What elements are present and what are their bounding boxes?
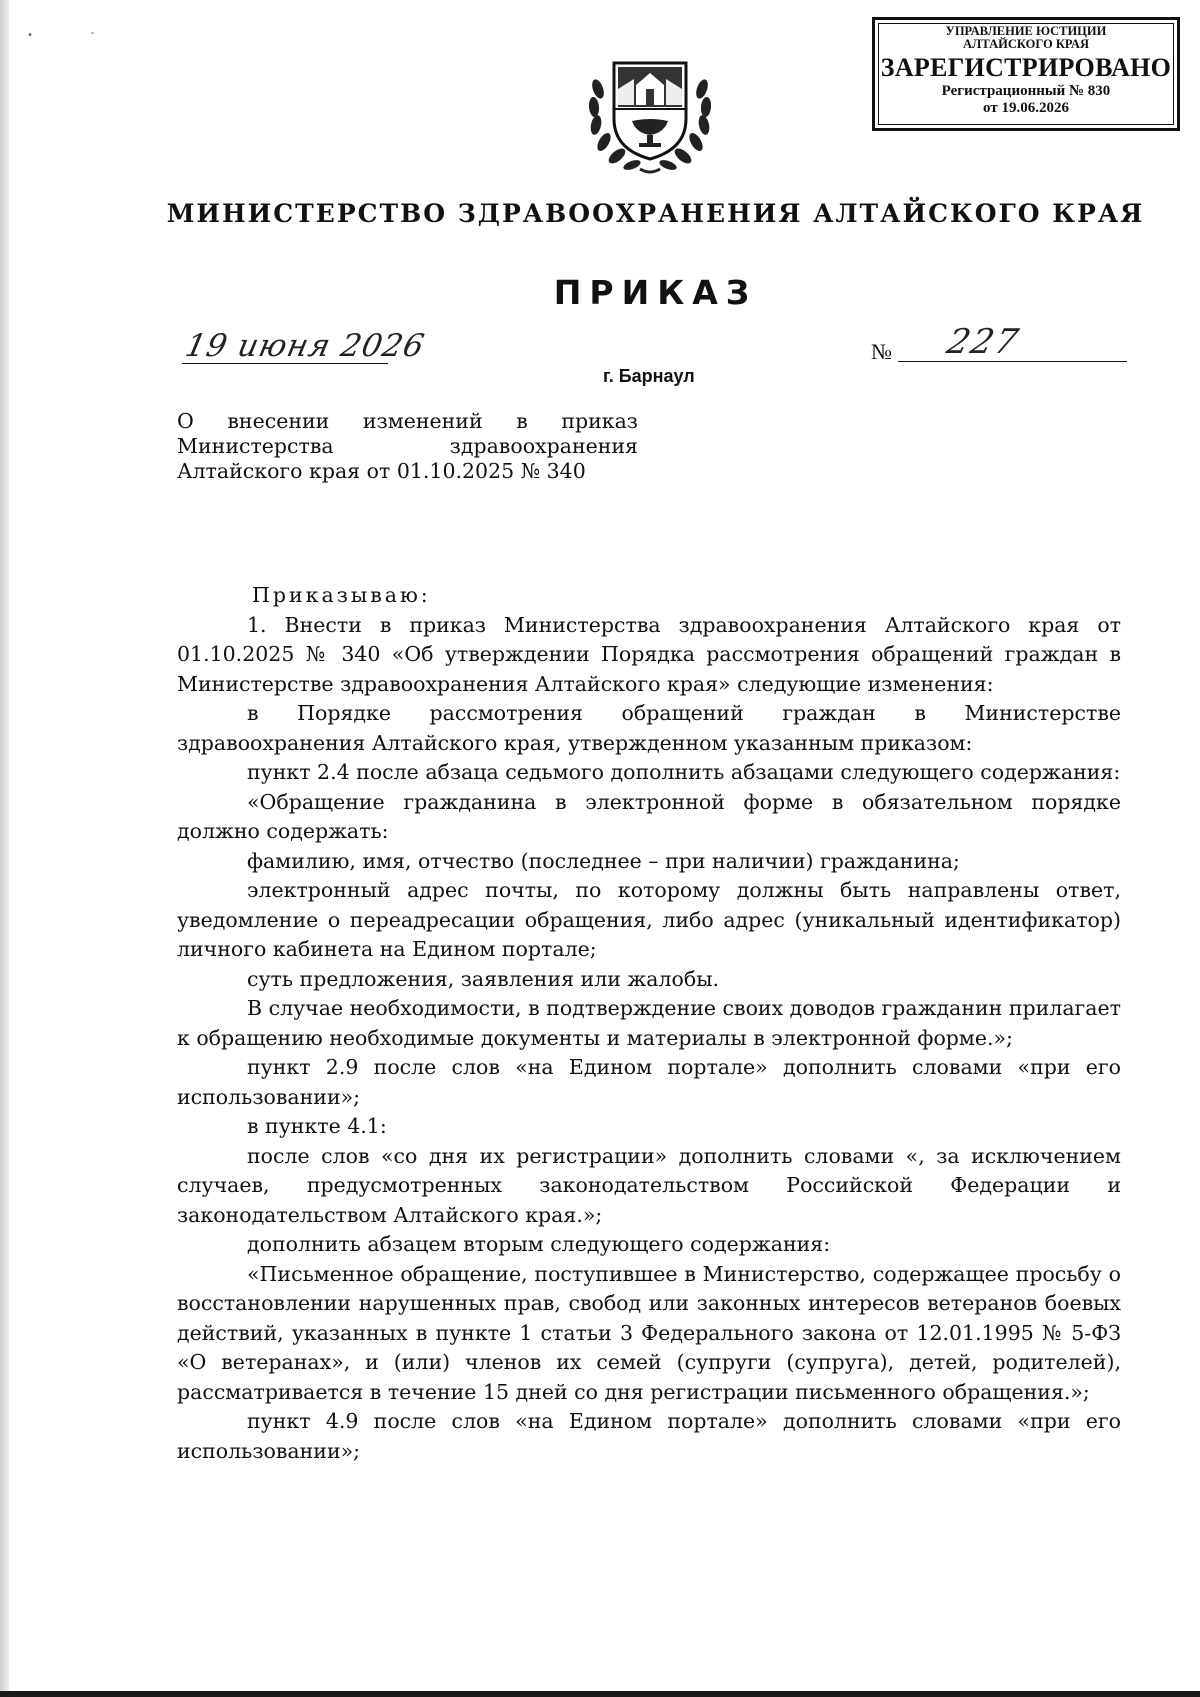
- order-word: Приказываю:: [252, 583, 431, 607]
- body-paragraph: в пункте 4.1:: [247, 1114, 387, 1138]
- body-paragraph: суть предложения, заявления или жалобы.: [247, 966, 720, 991]
- body-paragraph: электронный адрес почты, по которому должны быть направлены ответ, уведомление о переадресации обращения, либо адрес (уникальный идентификатор) личного кабинета на Едином портале;: [177, 878, 1121, 961]
- body-paragraph: «Обращение гражданина в электронной форме в обязательном порядке должно содержать:: [177, 789, 1121, 843]
- stamp-status: ЗАРЕГИСТРИРОВАНО: [880, 53, 1172, 82]
- coat-of-arms-icon: [584, 49, 716, 175]
- scan-speck: •: [27, 30, 33, 41]
- body-paragraph: пункт 2.9 после слов «на Едином портале» дополнить словами «при его использовании»;: [177, 1055, 1121, 1109]
- order-subject: О внесении изменений в приказ Министерства здравоохранения Алтайского края от 01.10.2025 № 340: [177, 409, 638, 483]
- registration-stamp: [872, 17, 1180, 131]
- document-type: ПРИКАЗ: [553, 273, 758, 312]
- body-paragraph: 1. Внести в приказ Министерства здравоохранения Алтайского края от 01.10.2025 № 340 «Об утверждении Порядка рассмотрения обращений граждан в Министерстве здравоохранения Алтайского края» следующие изменения:: [177, 612, 1121, 696]
- scan-edge: [0, 0, 9, 1697]
- number-underline: [898, 361, 1127, 362]
- stamp-authority: УПРАВЛЕНИЕ ЮСТИЦИИ АЛТАЙСКОГО КРАЯ: [945, 24, 1107, 51]
- date-underline: [182, 363, 388, 364]
- body-paragraph: после слов «со дня их регистрации» дополнить словами «, за исключением случаев, предусмотренных законодательством Российской Федерации и законодательством Алтайского края.»;: [177, 1143, 1121, 1227]
- ministry-name: МИНИСТЕРСТВО ЗДРАВООХРАНЕНИЯ АЛТАЙСКОГО КРАЯ: [166, 199, 1145, 228]
- body-paragraph: дополнить абзацем вторым следующего содержания:: [247, 1232, 831, 1256]
- scan-speck: ˇ: [90, 32, 95, 43]
- body-paragraph: в Порядке рассмотрения обращений граждан в Министерстве здравоохранения Алтайского края, утвержденном указанным приказом:: [177, 701, 1121, 755]
- handwritten-date: 19 июня 2026: [182, 328, 429, 364]
- body-paragraph: фамилию, имя, отчество (последнее – при наличии) гражданина;: [247, 848, 960, 873]
- body-paragraph: В случае необходимости, в подтверждение своих доводов гражданин прилагает к обращению необходимые документы и материалы в электронной форме.»;: [177, 996, 1121, 1050]
- number-sign: №: [871, 339, 892, 364]
- body-paragraph: «Письменное обращение, поступившее в Министерство, содержащее просьбу о восстановлении нарушенных прав, свобод или законных интересов ветеранов боевых действий, указанных в пункте 1 статьи 3 Федерального закона от 12.01.1995 № 5-ФЗ «О ветеранах», и (или) членов их семей (супруги (супруга), детей, родителей), рассматривается в течение 15 дней со дня регистрации письменного обращения.»;: [177, 1261, 1121, 1404]
- handwritten-number: 227: [943, 322, 1024, 362]
- stamp-reg-number: Регистрационный № 830: [941, 83, 1111, 99]
- city: г. Барнаул: [603, 366, 695, 386]
- order-body: [177, 581, 1121, 1466]
- body-paragraph: пункт 4.9 после слов «на Едином портале» дополнить словами «при его использовании»;: [177, 1409, 1121, 1463]
- scan-edge-bottom: [0, 1691, 1200, 1697]
- body-paragraph: пункт 2.4 после абзаца седьмого дополнить абзацами следующего содержания:: [247, 760, 1121, 784]
- stamp-inner-border: [878, 23, 1174, 125]
- stamp-reg-date: от 19.06.2026: [983, 100, 1069, 116]
